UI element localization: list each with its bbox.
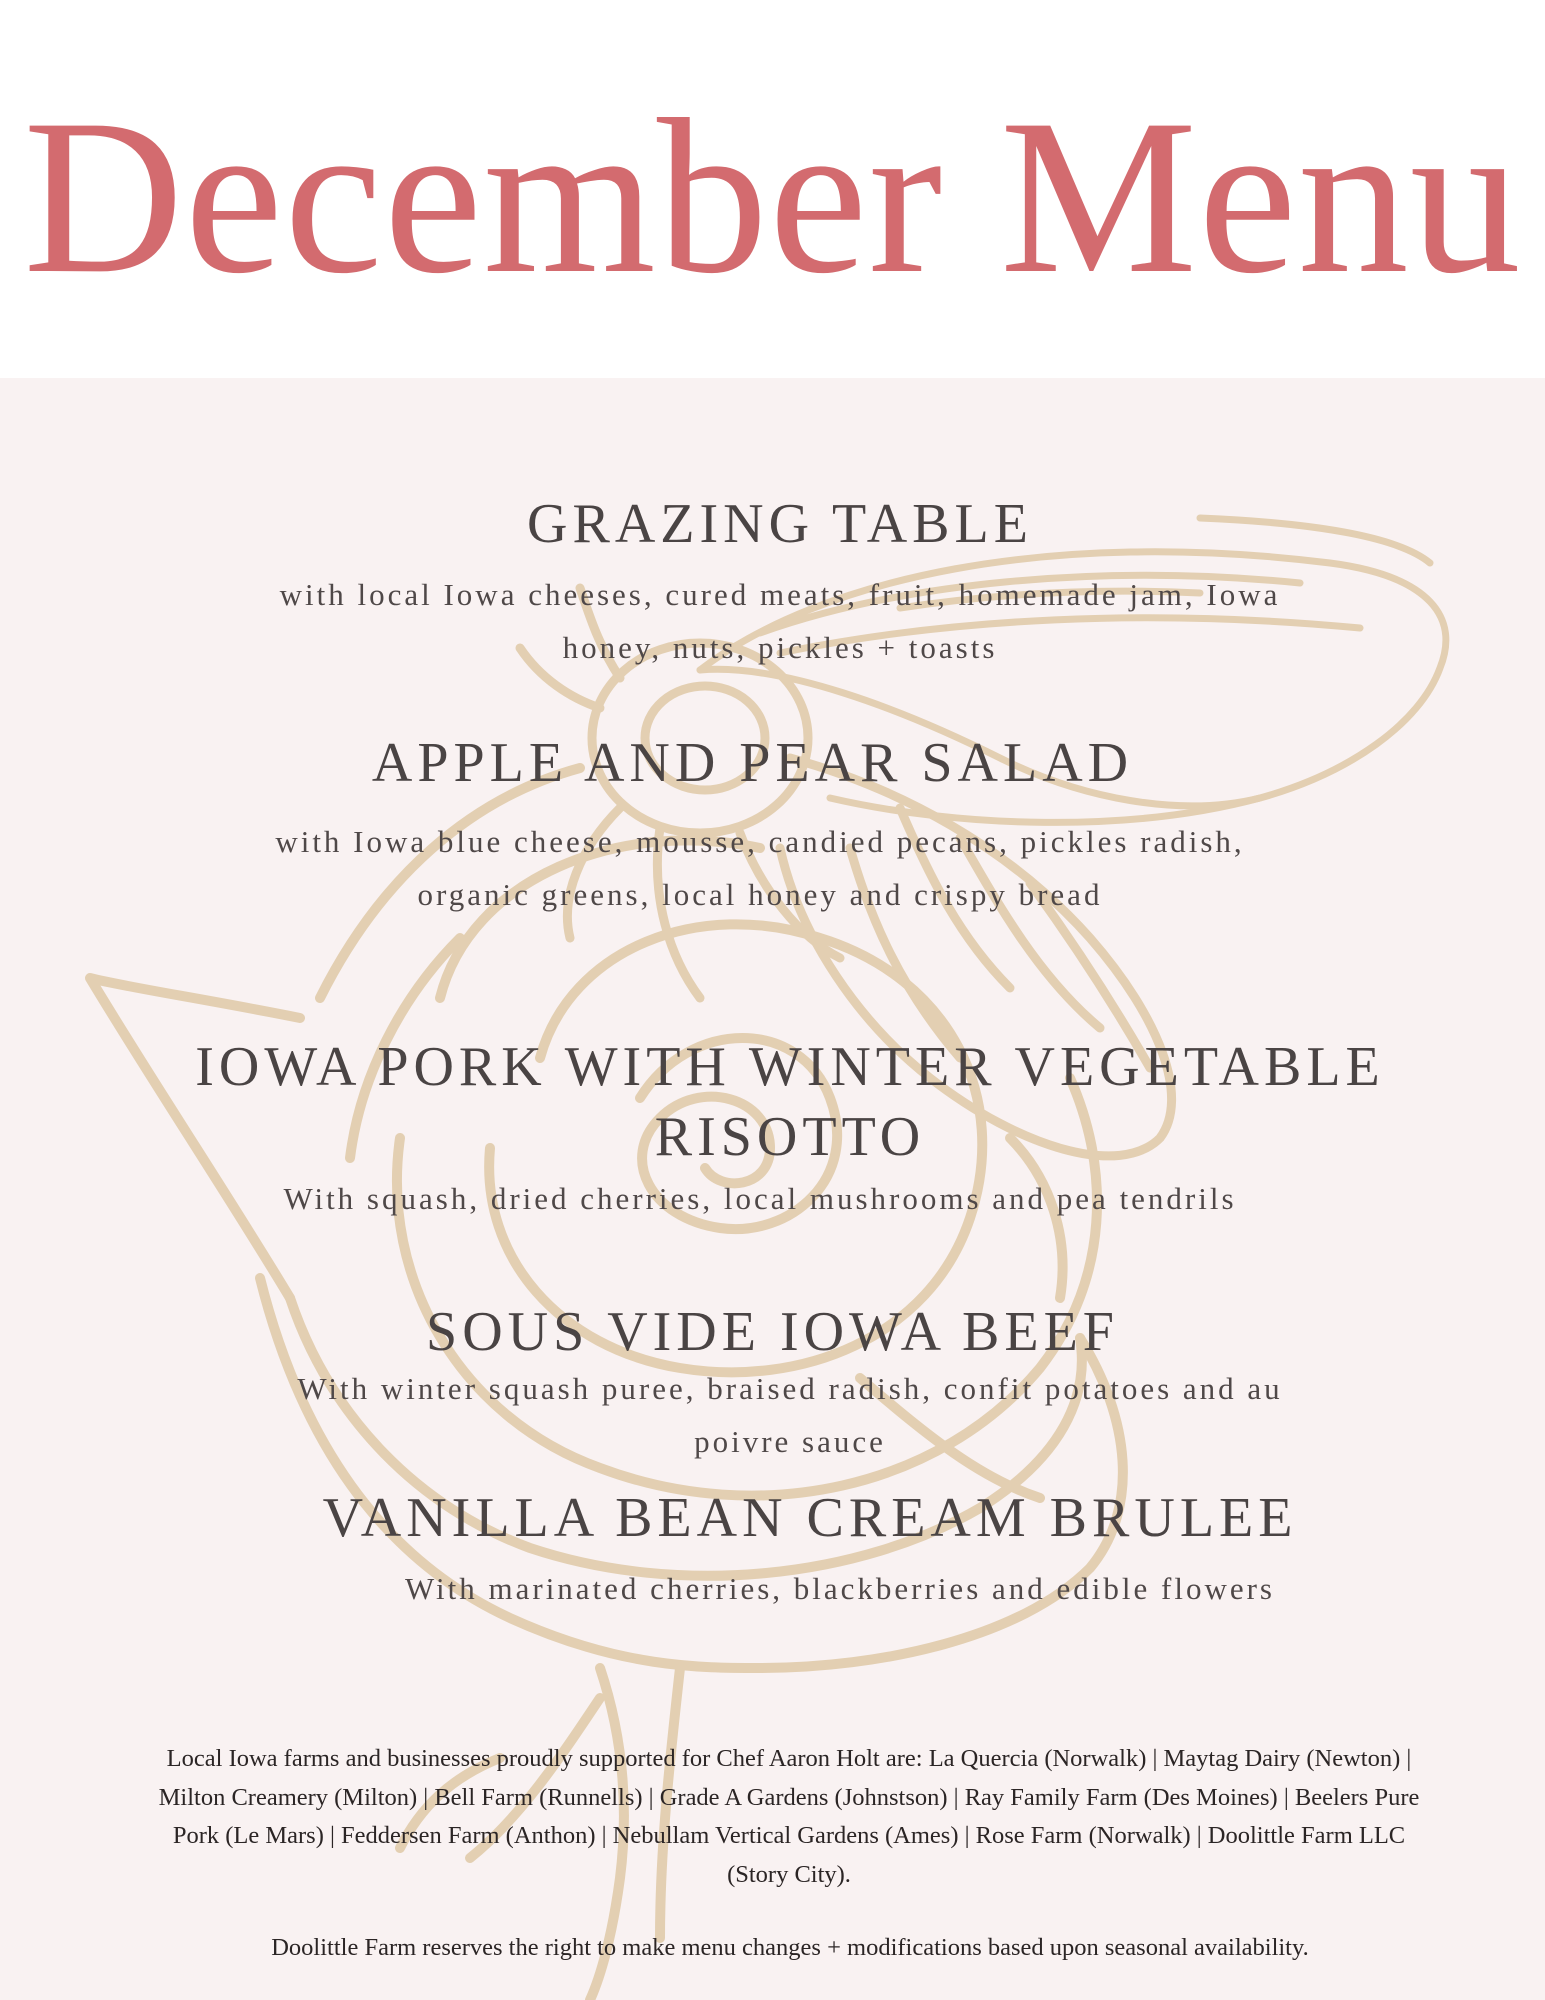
disclaimer-text: Doolittle Farm reserves the right to make menu changes + modifications based upon seasonal availability. xyxy=(271,1934,1309,1961)
menu-item-description: With marinated cherries, blackberries and edible flowers xyxy=(405,1571,1275,1606)
menu-item-description: with Iowa blue cheese, mousse, candied pecans, pickles radish, organic greens, local honey and crispy bread xyxy=(275,824,1245,912)
page-title: December Menu xyxy=(23,74,1522,320)
menu-item-description: with local Iowa cheeses, cured meats, fruit, homemade jam, Iowa honey, nuts, pickles + toasts xyxy=(279,577,1281,665)
menu-list xyxy=(0,378,1545,2000)
menu-item-title: GRAZING TABLE xyxy=(527,493,1033,555)
menu-item-title: VANILLA BEAN CREAM BRULEE xyxy=(322,1487,1298,1549)
menu-item-title: IOWA PORK WITH WINTER VEGETABLE RISOTTO xyxy=(195,1036,1385,1168)
menu-item-description: With squash, dried cherries, local mushrooms and pea tendrils xyxy=(283,1181,1237,1216)
supporting-farms-text: Local Iowa farms and businesses proudly supported for Chef Aaron Holt are: La Quercia (Norwalk) | Maytag Dairy (Newton) | Milton Creamery (Milton) | Bell Farm (Runnells) | Grade A Gardens (Johnstson) | Ray Family Farm (Des Moines) | Beelers Pure Pork (Le Mars) | Feddersen Farm (Anthon) | Nebullam Vertical Gardens (Ames) | Rose Farm (Norwalk) | Doolittle Farm LLC (Story City). xyxy=(158,1745,1420,1888)
menu-panel xyxy=(0,378,1545,2000)
menu-item-title: SOUS VIDE IOWA BEEF xyxy=(426,1301,1119,1363)
header xyxy=(0,0,1545,378)
menu-item-description: With winter squash puree, braised radish, confit potatoes and au poivre sauce xyxy=(297,1371,1283,1459)
menu-item-title: APPLE AND PEAR SALAD xyxy=(371,732,1134,794)
